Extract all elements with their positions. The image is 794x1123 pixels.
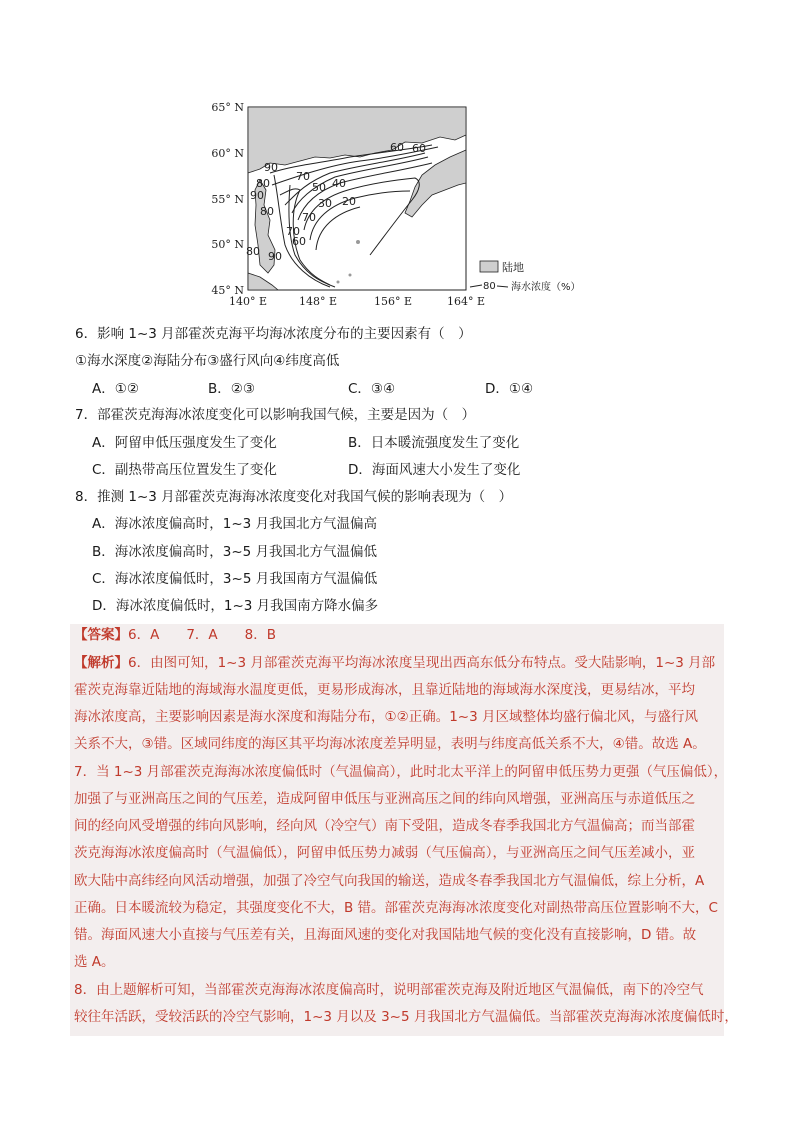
contour-label: 80 xyxy=(246,245,260,258)
legend-land-swatch xyxy=(480,261,498,272)
q7-option-a: A．阿留申低压强度发生了变化 xyxy=(92,435,277,451)
contour-label: 30 xyxy=(318,197,332,210)
contour-label: 90 xyxy=(268,250,282,263)
contour-label: 70 xyxy=(286,225,300,238)
answer-text: 6．A 7．A 8．B xyxy=(128,627,276,643)
contour-label: 70 xyxy=(296,170,310,183)
lon-label: 164° E xyxy=(446,295,486,308)
sea-ice-map-svg xyxy=(200,95,600,320)
analysis-line: 霍茨克海靠近陆地的海域海水温度更低，更易形成海冰，且靠近陆地的海域海水深度浅，更易结冰，平均 xyxy=(74,682,695,698)
q6-option-d: D．①④ xyxy=(485,381,534,397)
contour-label: 90 xyxy=(250,189,264,202)
contour-label: 90 xyxy=(264,161,278,174)
answer-line xyxy=(74,626,276,644)
legend-contour-line xyxy=(497,286,508,287)
q6-factors: ①海水深度②海陆分布③盛行风向④纬度高低 xyxy=(75,353,340,369)
island xyxy=(349,274,352,277)
island xyxy=(337,281,340,284)
lon-label: 148° E xyxy=(298,295,338,308)
q6-option-c: C．③④ xyxy=(348,381,396,397)
analysis-line: 正确。日本暖流较为稳定，其强度变化不大，B 错。部霍茨克海海冰浓度变化对副热带高压位置影响不大，C xyxy=(74,900,718,916)
answer-tag: 【答案】 xyxy=(74,627,128,643)
q6-option-a: A．①② xyxy=(92,381,139,397)
lat-label: 45° N xyxy=(211,284,244,297)
contour-label: 50 xyxy=(312,181,326,194)
analysis-line: 关系不大，③错。区域同纬度的海区其平均海冰浓度差异明显，表明与纬度高低关系不大，④错。故选 A。 xyxy=(74,736,706,752)
q6-stem: 6．影响 1~3 月部霍茨克海平均海冰浓度分布的主要因素有（ ） xyxy=(75,326,472,342)
analysis-line: 欧大陆中高纬经向风活动增强，加强了冷空气向我国的输送，造成冬春季我国北方气温偏低，综上分析，A xyxy=(74,873,705,889)
analysis-line: 8．由上题解析可知，当部霍茨克海海冰浓度偏高时，说明部霍茨克海及附近地区气温偏低，南下的冷空气 xyxy=(74,982,704,998)
analysis-line: 加强了与亚洲高压之间的气压差，造成阿留申低压与亚洲高压之间的纬向风增强，亚洲高压与赤道低压之 xyxy=(74,791,695,807)
lon-label: 140° E xyxy=(228,295,268,308)
contour-label: 80 xyxy=(256,177,270,190)
legend-contour-label: 海水浓度（%） xyxy=(511,282,581,293)
contour-label: 60 xyxy=(390,141,404,154)
q8-option-c: C．海冰浓度偏低时，3~5 月我国南方气温偏低 xyxy=(92,571,378,587)
q8-option-a: A．海冰浓度偏高时，1~3 月我国北方气温偏高 xyxy=(92,516,378,532)
lon-label: 156° E xyxy=(373,295,413,308)
analysis-tag: 【解析】 xyxy=(74,655,128,671)
q8-option-b: B．海冰浓度偏高时，3~5 月我国北方气温偏低 xyxy=(92,544,378,560)
lat-label: 65° N xyxy=(211,101,244,114)
contour-label: 60 xyxy=(412,142,426,155)
q7-stem: 7．部霍茨克海海冰浓度变化可以影响我国气候，主要是因为（ ） xyxy=(75,407,476,423)
lat-label: 50° N xyxy=(211,238,244,251)
legend-land-label: 陆地 xyxy=(502,261,524,274)
analysis-line: 较往年活跃，受较活跃的冷空气影响，1~3 月以及 3~5 月我国北方气温偏低。当部霍茨克海海冰浓度偏低时， xyxy=(74,1009,738,1025)
contour-label: 80 xyxy=(260,205,274,218)
sea-ice-map xyxy=(200,95,600,320)
analysis-line xyxy=(74,654,715,672)
contour-label: 70 xyxy=(302,211,316,224)
q7-option-c: C．副热带高压位置发生了变化 xyxy=(92,462,277,478)
analysis-line: 7．当 1~3 月部霍茨克海海冰浓度偏低时（气温偏高），此时北太平洋上的阿留申低压势力更强（气压偏低）， xyxy=(74,764,728,780)
analysis-line: 错。海面风速大小直接与气压差有关，且海面风速的变化对我国陆地气候的变化没有直接影响，D 错。故 xyxy=(74,927,697,943)
island xyxy=(356,240,360,244)
q7-option-d: D．海面风速大小发生了变化 xyxy=(348,462,521,478)
analysis-line: 间的经向风受增强的纬向风影响，经向风（冷空气）南下受阻，造成冬春季我国北方气温偏高；而当部霍 xyxy=(74,818,695,834)
contour-label: 60 xyxy=(292,235,306,248)
contour-label: 20 xyxy=(342,195,356,208)
lat-label: 55° N xyxy=(211,193,244,206)
q6-option-b: B．②③ xyxy=(208,381,255,397)
contour-label: 40 xyxy=(332,177,346,190)
legend-contour-line xyxy=(470,285,482,287)
analysis-line: 选 A。 xyxy=(74,954,115,970)
analysis-text: 6．由图可知，1~3 月部霍茨克海平均海冰浓度呈现出西高东低分布特点。受大陆影响，1~3 月部 xyxy=(128,655,716,671)
analysis-line: 茨克海海冰浓度偏高时（气温偏低），阿留申低压势力减弱（气压偏高），与亚洲高压之间气压差减小，亚 xyxy=(74,845,695,861)
q8-option-d: D．海冰浓度偏低时，1~3 月我国南方降水偏多 xyxy=(92,598,379,614)
analysis-line: 海冰浓度高，主要影响因素是海水深度和海陆分布，①②正确。1~3 月区域整体均盛行偏北风，与盛行风 xyxy=(74,709,698,725)
lat-label: 60° N xyxy=(211,147,244,160)
legend-contour-num: 80 xyxy=(483,281,496,292)
q8-stem: 8．推测 1~3 月部霍茨克海海冰浓度变化对我国气候的影响表现为（ ） xyxy=(75,489,513,505)
q7-option-b: B．日本暖流强度发生了变化 xyxy=(348,435,520,451)
